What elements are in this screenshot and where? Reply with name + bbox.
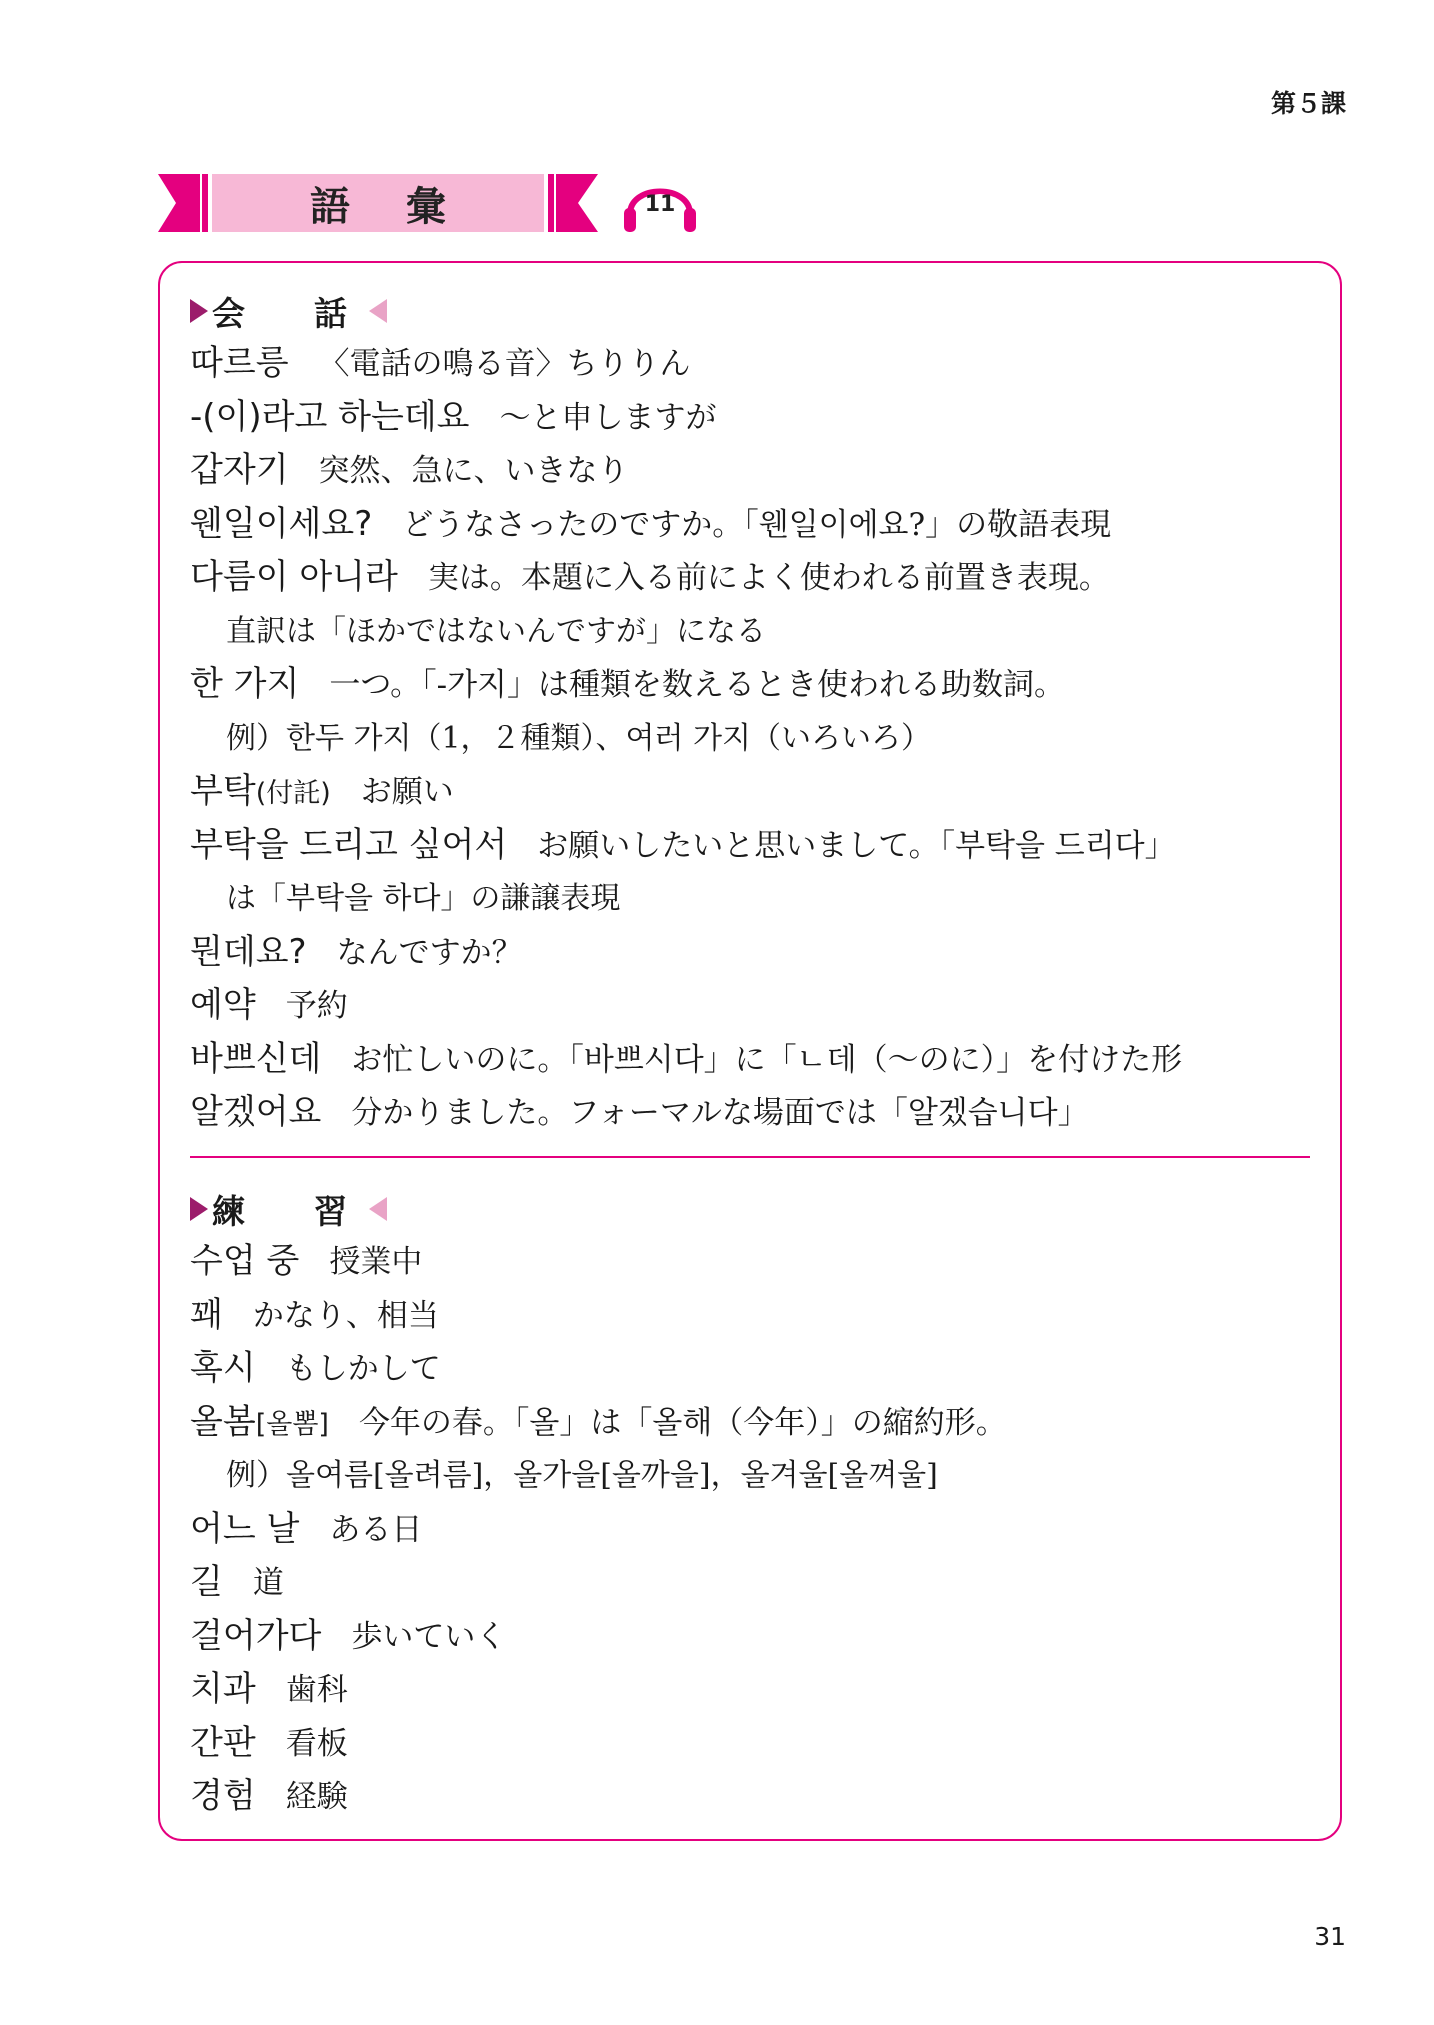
vocab-entry [190,337,1310,391]
japanese-meaning: 授業中 [329,1244,423,1280]
japanese-meaning: なんですか？ [336,934,523,971]
korean-term: 간판 [190,1722,256,1763]
korean-term: 뭔데요? [190,931,307,972]
vocab-entry [190,1663,1310,1717]
term-note: (付託) [255,778,331,809]
vocab-entry [190,658,1310,712]
japanese-meaning: は「부탁을 하다」の謙譲表現 [226,881,621,916]
korean-term: 웬일이세요? [190,503,373,544]
section-divider [190,1156,1310,1158]
triangle-left-icon [369,299,387,323]
japanese-meaning: 歯科 [285,1672,348,1708]
section-title: 会 話 [212,293,365,333]
korean-term: 걸어가다 [190,1615,322,1656]
japanese-meaning: もしかして [285,1351,441,1387]
page-number: 31 [1314,1922,1346,1951]
japanese-meaning: 予約 [285,988,348,1024]
vocab-entry [190,551,1310,605]
korean-term: 수업 중 [190,1241,300,1281]
vocab-entry [190,1717,1310,1771]
japanese-meaning: どうなさったのですか。「웬일이에요?」の敬語表現 [402,506,1112,543]
japanese-meaning: お忙しいのに。「바쁘시다」に「ㄴ데（～のに）」を付けた形 [351,1041,1183,1078]
vocab-entry [190,1610,1310,1664]
korean-term: 따르릉 [190,343,289,383]
korean-term: 바쁘신데 [190,1038,322,1079]
vocabulary-banner [158,174,598,232]
banner-title-char-2: 彙 [406,183,446,230]
section-title: 練 習 [212,1191,365,1231]
vocab-entry [190,1289,1310,1343]
korean-term: 부탁을 드리고 싶어서 [190,824,508,865]
japanese-meaning: 例）한두 가지（1，２種類）、여러 가지（いろいろ） [226,720,931,756]
japanese-meaning: ～と申しますが [499,399,717,436]
japanese-meaning: 経験 [285,1779,348,1815]
lesson-label: 第５課 [1270,89,1346,118]
term-note: [올뽐] [255,1408,329,1440]
vocab-continuation [190,872,1310,926]
section-conversation [190,285,1310,1140]
korean-term: 경험 [190,1776,256,1816]
japanese-meaning: 分かりました。フォーマルな場面では「알겠습니다」 [351,1095,1089,1131]
japanese-meaning: 実は。本題に入る前によく使われる前置き表現。 [427,560,1110,596]
vocab-entry [190,979,1310,1033]
section-heading [190,285,1310,337]
korean-term: 부탁 [190,771,256,811]
japanese-meaning: 看板 [285,1725,348,1762]
banner-title-char-1: 語 [310,183,350,230]
korean-term: -(이)라고 하는데요 [190,396,470,437]
japanese-meaning: 一つ。「-가지」は種類を数えるとき使われる助数詞。 [329,667,1065,703]
japanese-meaning: 歩いていく [351,1618,507,1655]
japanese-meaning: 道 [252,1565,284,1601]
vocab-entry [190,765,1310,819]
vocab-list [190,337,1310,1140]
vocab-entry [190,1556,1310,1610]
korean-term: 한 가지 [190,664,300,704]
vocab-entry [190,1396,1310,1450]
vocab-continuation [190,1449,1310,1503]
korean-term: 올봄 [190,1401,256,1442]
vocab-continuation [190,712,1310,766]
korean-term: 꽤 [190,1294,223,1335]
vocab-entry [190,1086,1310,1140]
triangle-right-icon [190,299,208,323]
japanese-meaning: 〈電話の鳴る音〉ちりりん [318,346,691,382]
vocab-entry [190,1770,1310,1824]
vocab-entry [190,391,1310,445]
japanese-meaning: 突然、急に、いきなり [318,453,629,489]
vocab-entry [190,1342,1310,1396]
vocab-continuation [190,605,1310,659]
korean-term: 알겠어요 [190,1092,322,1132]
track-number: 11 [644,192,676,217]
section-heading [190,1183,1310,1235]
korean-term: 예약 [190,985,256,1025]
korean-term: 길 [190,1562,223,1602]
korean-term: 다름이 아니라 [190,557,398,597]
vocab-entry [190,444,1310,498]
vocab-entry [190,1033,1310,1087]
audio-track-badge [620,170,700,236]
japanese-meaning: 直訳は「ほかではないんですが」になる [226,613,766,649]
korean-term: 치과 [190,1669,256,1709]
vocab-entry [190,926,1310,980]
japanese-meaning: お願い [360,774,454,810]
vocab-entry [190,498,1310,552]
korean-term: 갑자기 [190,450,289,490]
vocabulary-box [158,261,1342,1841]
japanese-meaning: お願いしたいと思いまして。「부탁을 드리다」 [537,827,1176,864]
japanese-meaning: ある日 [329,1511,423,1548]
korean-term: 혹시 [190,1348,256,1388]
banner-title [218,174,538,232]
japanese-meaning: 例）올여름[올려름]，올가을[올까을]，올겨울[올껴울] [226,1458,938,1493]
vocab-entry [190,1235,1310,1289]
triangle-right-icon [190,1197,208,1221]
vocab-entry [190,819,1310,873]
section-practice [190,1183,1310,1824]
korean-term: 어느 날 [190,1508,300,1549]
triangle-left-icon [369,1197,387,1221]
vocab-entry [190,1503,1310,1557]
japanese-meaning: かなり、相当 [252,1297,439,1334]
vocab-list [190,1235,1310,1824]
japanese-meaning: 今年の春。「올」は「올해（今年）」の縮約形。 [358,1404,1007,1441]
